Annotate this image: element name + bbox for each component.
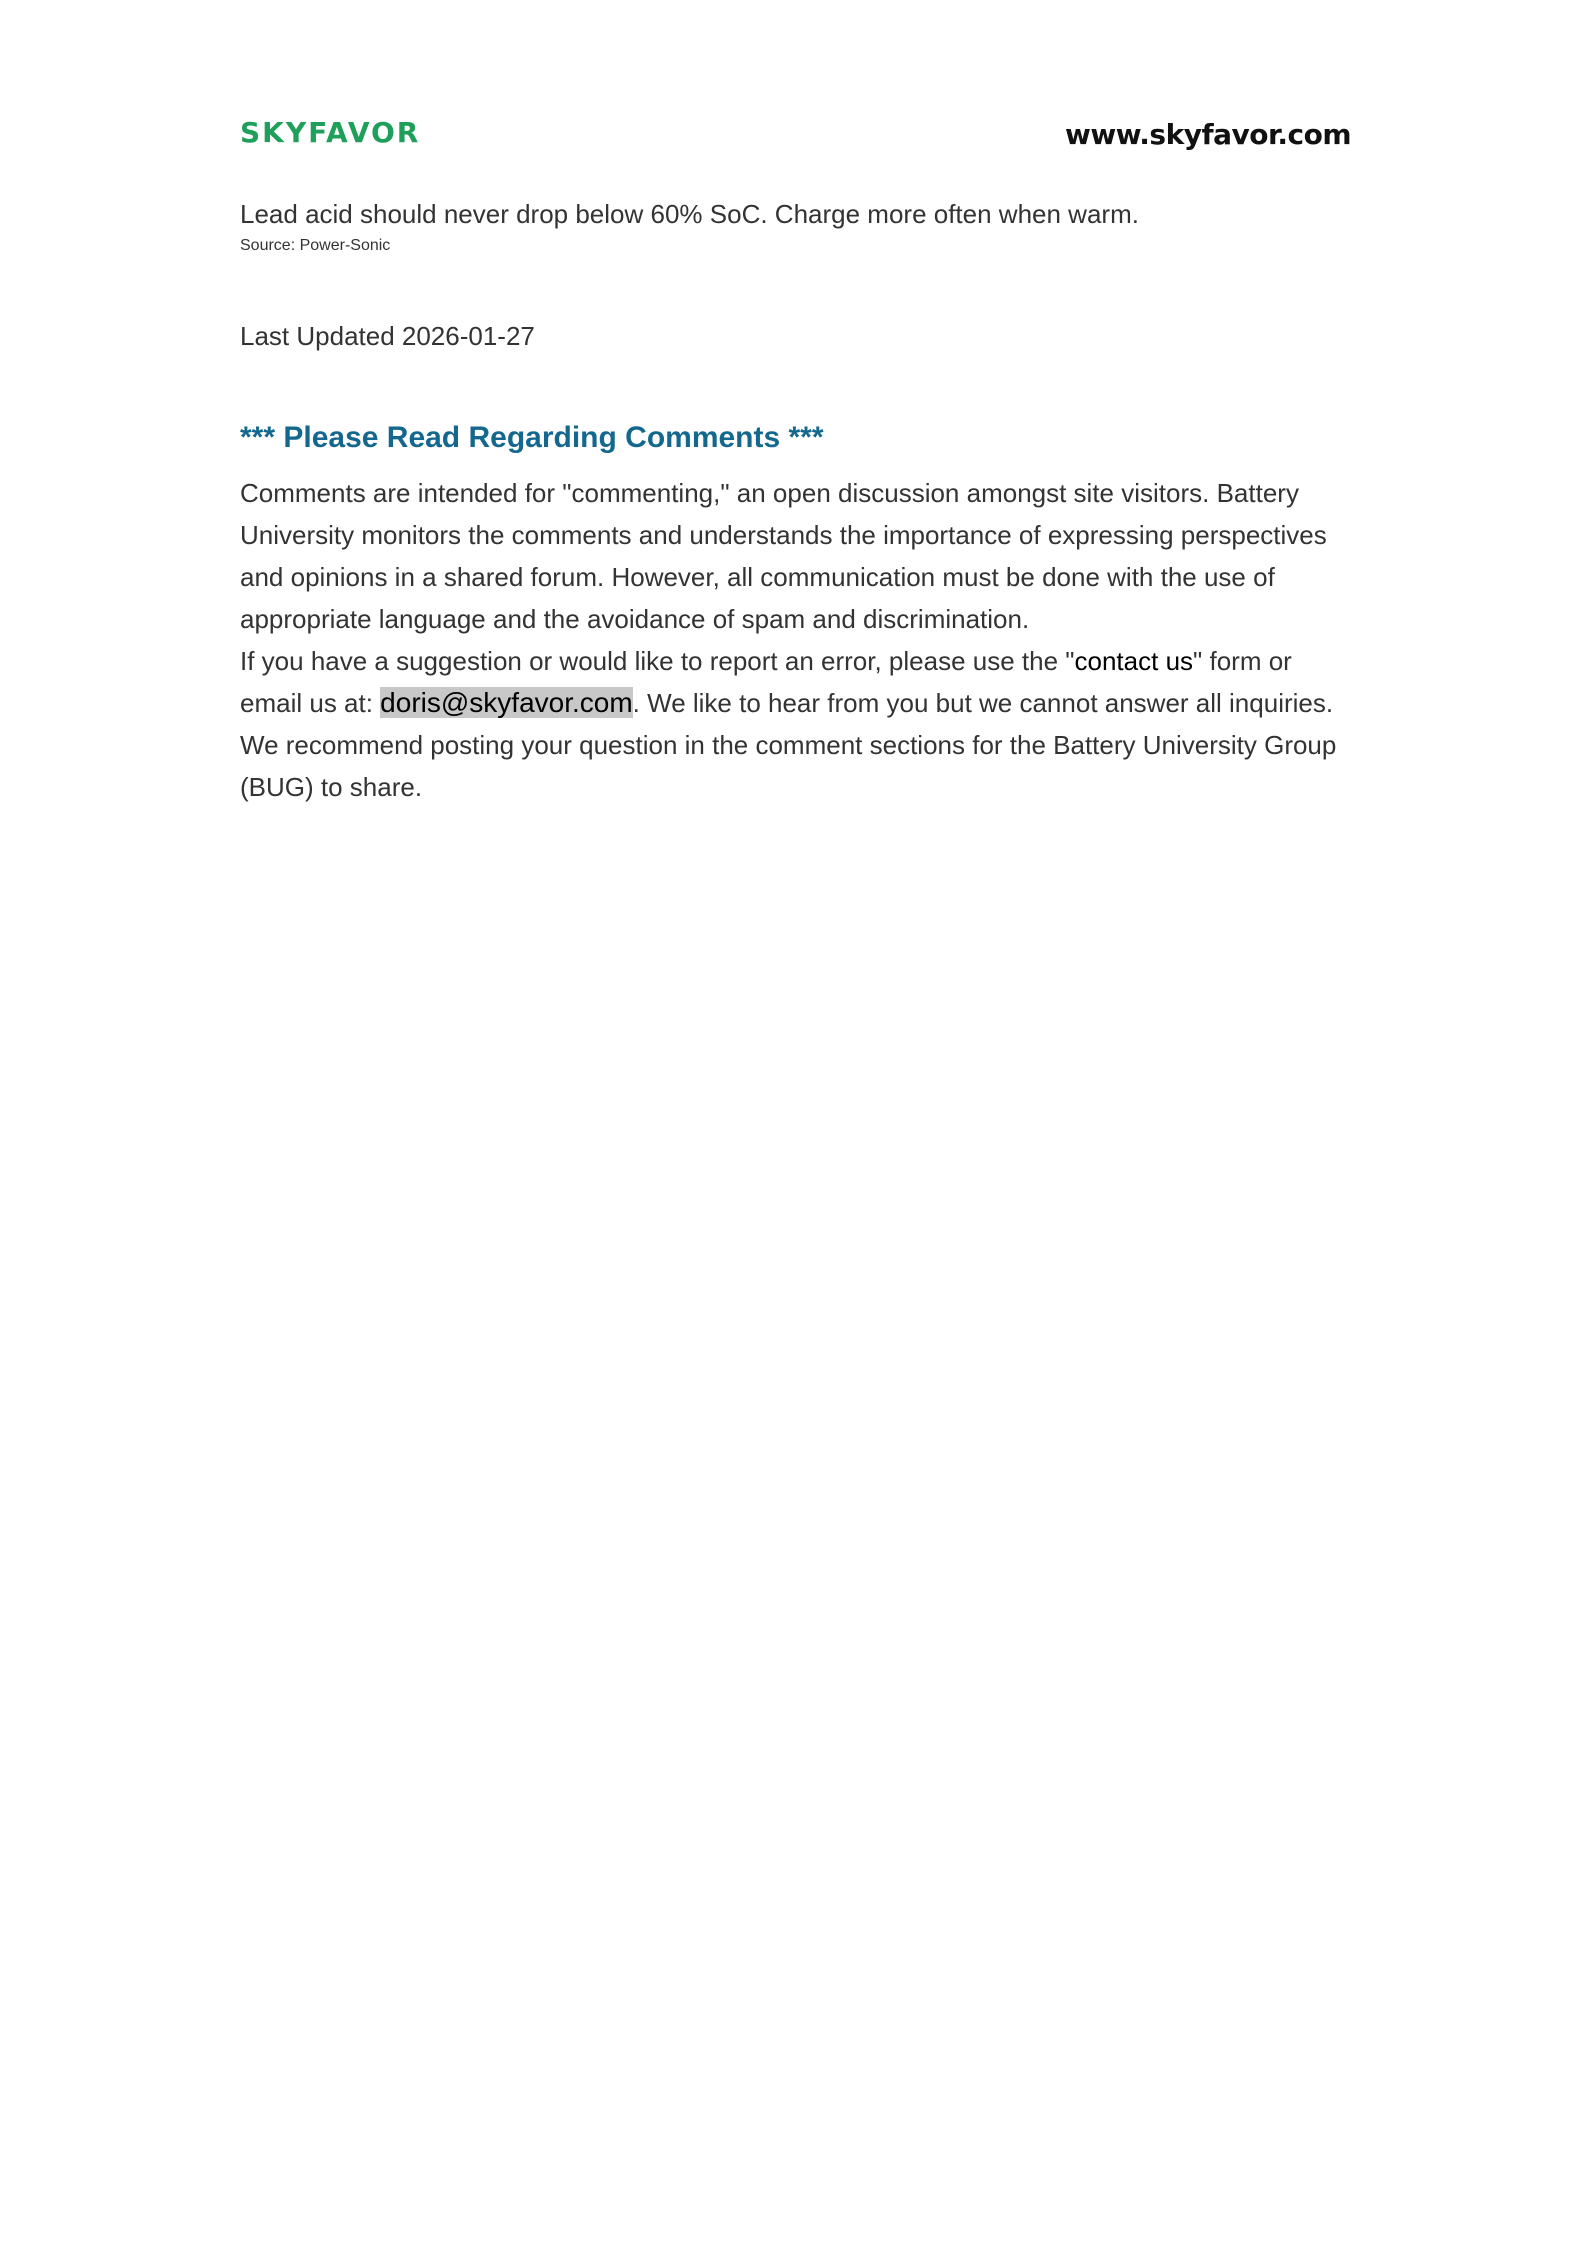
comments-heading: *** Please Read Regarding Comments *** [240,421,824,454]
skyfavor-logo[interactable]: SKYFAVOR [240,116,421,149]
main-content [240,196,1350,808]
comments-body [240,472,1350,808]
comments-paragraph-2-tail: . We like to hear from you but we cannot answer all inquiries. We recommend posting your question in the comment sections for the Battery University Group (BUG) to share. [240,688,1337,802]
email-link[interactable]: doris@skyfavor.com [380,687,633,718]
site-url[interactable]: www.skyfavor.com [1064,118,1351,151]
lead-acid-note: Lead acid should never drop below 60% SoC. Charge more often when warm. [240,199,1139,229]
source-citation: Source: Power-Sonic [240,237,391,254]
contact-us-link[interactable]: contact us [1074,646,1194,676]
last-updated: Last Updated 2026-01-27 [240,321,535,351]
comments-paragraph-2-mid: " form or email us at: [240,646,1292,718]
comments-paragraph-2-start: If you have a suggestion or would like to report an error, please use the " [240,646,1075,676]
comments-paragraph-1: Comments are intended for "commenting," an open discussion amongst site visitors. Battery University monitors the comments and understands the importance of expressing perspectives and opinions in a shared forum. However, all communication must be done with the use of appropriate language and the avoidance of spam and discrimination. [240,478,1327,634]
